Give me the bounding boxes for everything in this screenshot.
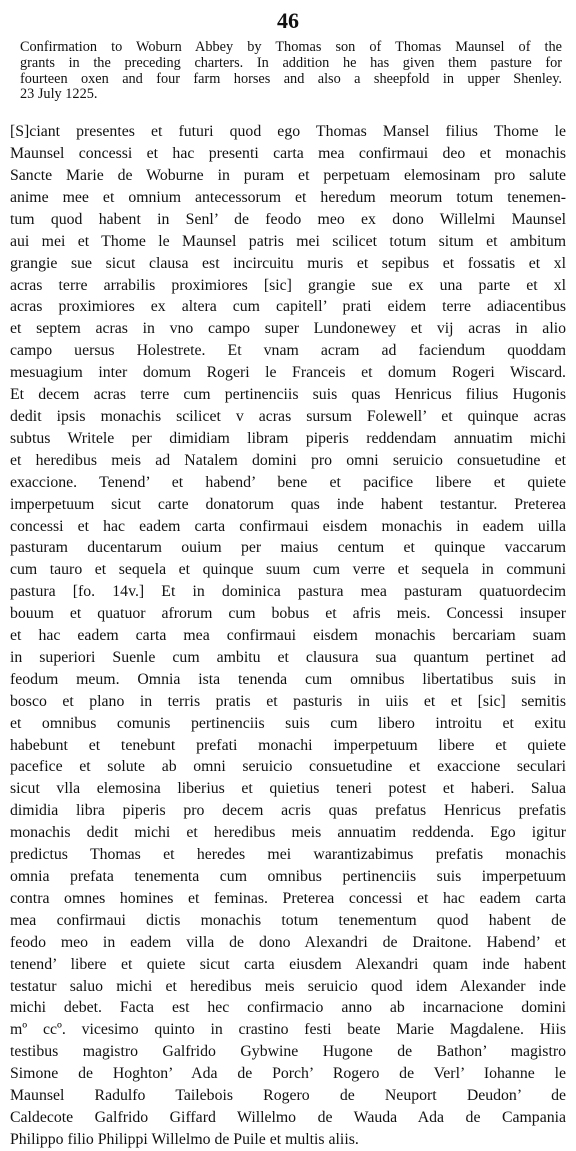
charter-line: michi debet. Facta est hec confirmacio anno ab incarnacione domini [10,999,566,1017]
charter-line: dedit ipsis monachis scilicet v acras sursum Folewell’ et quinque acras [10,407,566,425]
summary-line: grants in the preceding charters. In addition he has given them pasture for [20,54,562,71]
charter-line: et hac eadem carta mea confirmaui eisdem monachis bercariam suam [10,627,566,645]
charter-line: feodum meum. Omnia ista tenenda cum omnibus libertatibus suis in [10,670,566,688]
charter-line: mea confirmaui dictis monachis totum tenementum quod habent de [10,911,566,929]
charter-line: cum tauro et sequela et quinque suum cum verre et sequela in communi [10,561,566,579]
charter-line: mesuagium inter domum Rogeri le Franceis et domum Rogeri Wiscard. [10,364,566,382]
charter-line: Simone de Hoghton’ Ada de Porch’ Rogero de Verl’ Iohanne le [10,1065,566,1083]
summary-line: fourteen oxen and four farm horses and also a sheepfold in upper Shenley. [20,70,562,87]
charter-line: pastura [fo. 14v.] Et in dominica pastura mea pasturam quatuordecim [10,583,566,601]
charter-line: sicut vlla elemosina liberius et quietius teneri potest et haberi. Salua [10,780,566,798]
charter-line: grangie sue sicut clausa est incircuitu muris et sepibus et fossatis et xl [10,254,566,272]
charter-line: pacefice et solute ab omni seruicio consuetudine et exaccione seculari [10,758,566,776]
charter-line: [S]ciant presentes et futuri quod ego Thomas Mansel filius Thome le [10,123,566,141]
charter-line: Maunsel concessi et hac presenti carta mea confirmaui deo et monachis [10,145,566,163]
summary-line: 23 July 1225. [20,86,98,103]
charter-line: omnia prefata tenementa cum omnibus pertinenciis suis imperpetuum [10,868,566,885]
charter-line: anime mee et omnium antecessorum et heredum meorum totum tenemen- [10,188,566,206]
charter-line: dimidia libra piperis pro decem acris quas prefatus Henricus prefatis [10,802,566,820]
charter-line: Maunsel Radulfo Tailebois Rogero de Neuport Deudon’ de [10,1087,566,1105]
charter-line: mº ccº. vicesimo quinto in crastino festi beate Marie Magdalene. Hiis [10,1021,566,1039]
charter-line: contra omnes homines et feminas. Preterea concessi et hac eadem carta [10,889,566,907]
charter-line: aui mei et Thome le Maunsel patris mei scilicet totum situm et ambitum [10,232,566,250]
charter-line: acras proximiores ex altera cum capitell’ prati eidem terre adiacentibus [10,298,566,316]
charter-line: habebunt et tenebunt prefati monachi imperpetuum libere et quiete [10,736,566,754]
charter-line: exaccione. Tenend’ et habend’ bene et pacifice libere et quiete [10,473,566,491]
charter-line: Et decem acras terre cum pertinenciis suis quas Henricus filius Hugonis [10,386,566,404]
charter-text [10,121,566,1151]
charter-line: tum quod habent in Senl’ de feodo meo ex dono Willelmi Maunsel [10,210,566,228]
charter-line: testatur saluo michi et heredibus meis seruicio quod idem Alexander inde [10,977,566,995]
summary-line: Confirmation to Woburn Abbey by Thomas son of Thomas Maunsel of the [20,39,562,55]
charter-line: subtus Writele per dimidiam libram piperis reddendam annuatim michi [10,429,566,447]
charter-line: campo uersus Holestrete. Et vnam acram ad faciendum quoddam [10,342,566,360]
charter-line: imperpetuum sicut carte donatorum quas inde habent testantur. Preterea [10,495,566,513]
charter-summary [10,40,566,103]
charter-line: concessi et hac eadem carta confirmaui eisdem monachis in eadem uilla [10,517,566,535]
charter-line: bosco et plano in terris pratis et pasturis in uiis et et [sic] semitis [10,692,566,710]
page-number: 46 [277,8,299,33]
charter-line: testibus magistro Galfrido Gybwine Hugone de Bathon’ magistro [10,1043,566,1061]
charter-line: Caldecote Galfrido Giffard Willelmo de Wauda Ada de Campania [10,1108,566,1126]
charter-line: et septem acras in vno campo super Lundonewey et vij acras in alio [10,320,566,338]
charter-line: et heredibus meis ad Natalem domini pro omni seruicio consuetudine et [10,451,566,469]
charter-line: acras terre arrabilis proximiores [sic] grangie sue ex una parte et xl [10,276,566,294]
charter-line: Sancte Marie de Woburne in puram et perpetuam elemosinam pro salute [10,167,566,184]
charter-line: in superiori Suenle cum ambitu et clausura sua quantum pertinet ad [10,648,566,666]
charter-line: pasturam ducentarum ouium per maius centum et quinque vaccarum [10,539,566,557]
charter-line: tenend’ libere et quiete sicut carta eiusdem Alexandri quam inde habent [10,955,566,973]
charter-line: feodo meo in eadem villa de dono Alexandri de Draitone. Habend’ et [10,933,566,951]
charter-line: predictus Thomas et heredes mei warantizabimus prefatis monachis [10,846,566,864]
charter-line: bouum et quatuor afrorum cum bobus et afris meis. Concessi insuper [10,605,566,623]
charter-line: et omnibus comunis pertinenciis suis cum libero introitu et exitu [10,714,566,732]
charter-line: Philippo filio Philippi Willelmo de Puile et multis aliis. [10,1130,359,1148]
charter-line: monachis dedit michi et heredibus meis annuatim reddenda. Ego igitur [10,824,566,842]
